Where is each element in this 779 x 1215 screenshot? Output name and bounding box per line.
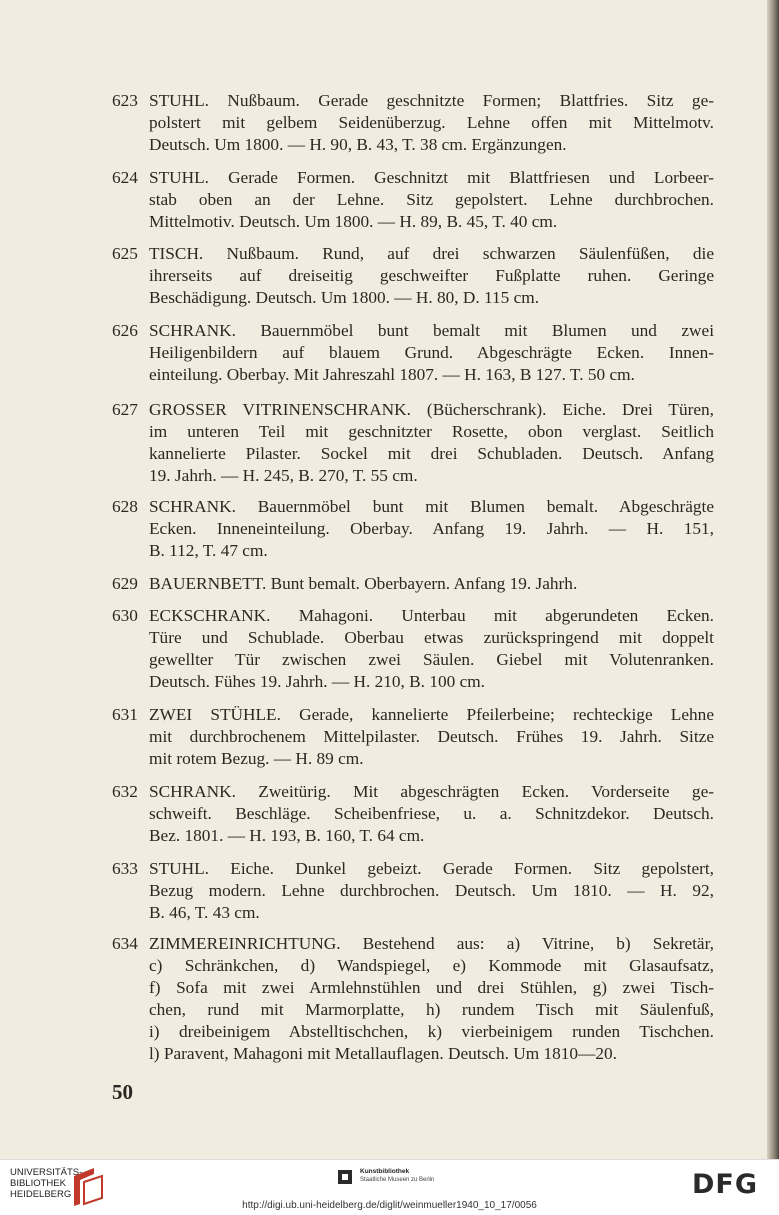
entry-number: 623: [112, 91, 138, 110]
entry-number: 628: [112, 497, 138, 516]
kunstbibliothek-mark-icon: [336, 1168, 354, 1186]
entry-text-line: B. 112, T. 47 cm.: [149, 541, 268, 560]
entry-text-line: Deutsch. Um 1800. — H. 90, B. 43, T. 38 cm. Ergänzungen.: [149, 135, 567, 154]
entry-number: 632: [112, 782, 138, 801]
entry-text-line: schweift. Beschläge. Scheibenfriese, u. a. Schnitzdekor. Deutsch.: [149, 804, 714, 823]
entry-number: 630: [112, 606, 138, 625]
entry-text-line: SCHRANK. Bauernmöbel bunt mit Blumen bemalt. Abgeschrägte: [149, 497, 714, 516]
entry-number: 624: [112, 168, 138, 187]
entry-text-line: ZIMMEREINRICHTUNG. Bestehend aus: a) Vitrine, b) Sekretär,: [149, 934, 714, 953]
entry-number: 634: [112, 934, 138, 953]
catalogue-entry: [112, 858, 714, 924]
entry-text-line: Heiligenbildern auf blauem Grund. Abgeschrägte Ecken. Innen-: [149, 343, 714, 362]
entry-text-line: Türe und Schublade. Oberbau etwas zurückspringend mit doppelt: [149, 628, 714, 647]
catalogue-entry: [112, 399, 714, 487]
entry-text-line: gewellter Tür zwischen zwei Säulen. Giebel mit Volutenranken.: [149, 650, 714, 669]
catalogue-entry: [112, 781, 714, 847]
entry-text-line: B. 46, T. 43 cm.: [149, 903, 260, 922]
entry-number: 633: [112, 859, 138, 878]
catalogue-entry: [112, 704, 714, 770]
entry-text-line: Bez. 1801. — H. 193, B. 160, T. 64 cm.: [149, 826, 425, 845]
entry-text-line: l) Paravent, Mahagoni mit Metallauflagen. Deutsch. Um 1810—20.: [149, 1044, 617, 1063]
entry-text-line: Bezug modern. Lehne durchbrochen. Deutsch. Um 1810. — H. 92,: [149, 881, 714, 900]
entry-text-line: ECKSCHRANK. Mahagoni. Unterbau mit abgerundeten Ecken.: [149, 606, 714, 625]
entry-text-line: polstert mit gelbem Seidenüberzug. Lehne offen mit Mittelmotv.: [149, 113, 714, 132]
kunstbibliothek-subtitle: Staatliche Museen zu Berlin: [360, 1177, 435, 1183]
entry-number: 626: [112, 321, 138, 340]
page-number: 50: [112, 1080, 133, 1104]
entry-text-line: STUHL. Gerade Formen. Geschnitzt mit Blattfriesen und Lorbeer-: [149, 168, 714, 187]
entry-text-line: kannelierte Pilaster. Sockel mit drei Schubladen. Deutsch. Anfang: [149, 444, 714, 463]
entry-text-line: 19. Jahrh. — H. 245, B. 270, T. 55 cm.: [149, 466, 418, 485]
university-logo-line-2: BIBLIOTHEK: [10, 1178, 66, 1189]
entry-text-line: einteilung. Oberbay. Mit Jahreszahl 1807. — H. 163, B 127. T. 50 cm.: [149, 365, 635, 384]
entry-text-line: chen, rund mit Marmorplatte, h) rundem Tisch mit Säulenfuß,: [149, 1000, 714, 1019]
entry-text-line: ihrerseits auf dreiseitig geschweifter Fußplatte ruhen. Geringe: [149, 266, 714, 285]
entry-text-line: mit rotem Bezug. — H. 89 cm.: [149, 749, 364, 768]
entry-number: 625: [112, 244, 138, 263]
kunstbibliothek-title: Kunstbibliothek: [360, 1168, 410, 1175]
entry-text-line: c) Schränkchen, d) Wandspiegel, e) Kommode mit Glasaufsatz,: [149, 956, 714, 975]
entry-text-line: Deutsch. Fühes 19. Jahrh. — H. 210, B. 100 cm.: [149, 672, 485, 691]
page-edge-shadow: [767, 0, 779, 1159]
entry-text-line: BAUERNBETT. Bunt bemalt. Oberbayern. Anfang 19. Jahrh.: [149, 574, 578, 593]
entry-text-line: STUHL. Eiche. Dunkel gebeizt. Gerade Formen. Sitz gepolstert,: [149, 859, 714, 878]
catalogue-entry: [112, 167, 714, 233]
entry-number: 629: [112, 574, 138, 593]
entry-text-line: TISCH. Nußbaum. Rund, auf drei schwarzen Säulenfüßen, die: [149, 244, 714, 263]
entry-text-line: mit durchbrochenem Mittelpilaster. Deutsch. Frühes 19. Jahrh. Sitze: [149, 727, 714, 746]
entry-text-line: GROSSER VITRINENSCHRANK. (Bücherschrank). Eiche. Drei Türen,: [149, 400, 714, 419]
university-logo-line-3: HEIDELBERG: [10, 1189, 72, 1200]
catalogue-entry: [112, 496, 714, 562]
catalogue-entry: [112, 320, 714, 386]
entry-text-line: f) Sofa mit zwei Armlehnstühlen und drei Stühlen, g) zwei Tisch-: [149, 978, 714, 997]
entry-text-line: im unteren Teil mit geschnitzter Rosette, obon verglast. Seitlich: [149, 422, 714, 441]
entry-text-line: STUHL. Nußbaum. Gerade geschnitzte Formen; Blattfries. Sitz ge-: [149, 91, 714, 110]
entry-text-line: SCHRANK. Zweitürig. Mit abgeschrägten Ecken. Vorderseite ge-: [149, 782, 714, 801]
catalogue-entry: [112, 605, 714, 693]
catalogue-entry: [112, 573, 714, 595]
entry-text-line: ZWEI STÜHLE. Gerade, kannelierte Pfeilerbeine; rechteckige Lehne: [149, 705, 714, 724]
entry-text-line: i) dreibeinigem Abstelltischchen, k) vierbeinigem runden Tischchen.: [149, 1022, 714, 1041]
university-logo-line-1: UNIVERSITÄTS-: [10, 1167, 83, 1178]
dfg-logo[interactable]: DFG: [692, 1169, 759, 1200]
entry-text-line: Mittelmotiv. Deutsch. Um 1800. — H. 89, B. 45, T. 40 cm.: [149, 212, 558, 231]
catalogue-entry: [112, 243, 714, 309]
entry-text-line: stab oben an der Lehne. Sitz gepolstert. Lehne durchbrochen.: [149, 190, 714, 209]
entry-text-line: Ecken. Inneneinteilung. Oberbay. Anfang 19. Jahrh. — H. 151,: [149, 519, 714, 538]
page-url[interactable]: http://digi.ub.uni-heidelberg.de/diglit/weinmueller1940_10_17/0056: [242, 1200, 537, 1211]
entry-number: 631: [112, 705, 138, 724]
catalogue-entry: [112, 933, 714, 1065]
entry-text-line: Beschädigung. Deutsch. Um 1800. — H. 80, D. 115 cm.: [149, 288, 540, 307]
entry-text-line: SCHRANK. Bauernmöbel bunt bemalt mit Blumen und zwei: [149, 321, 714, 340]
entry-number: 627: [112, 400, 138, 419]
catalogue-entry: [112, 90, 714, 156]
